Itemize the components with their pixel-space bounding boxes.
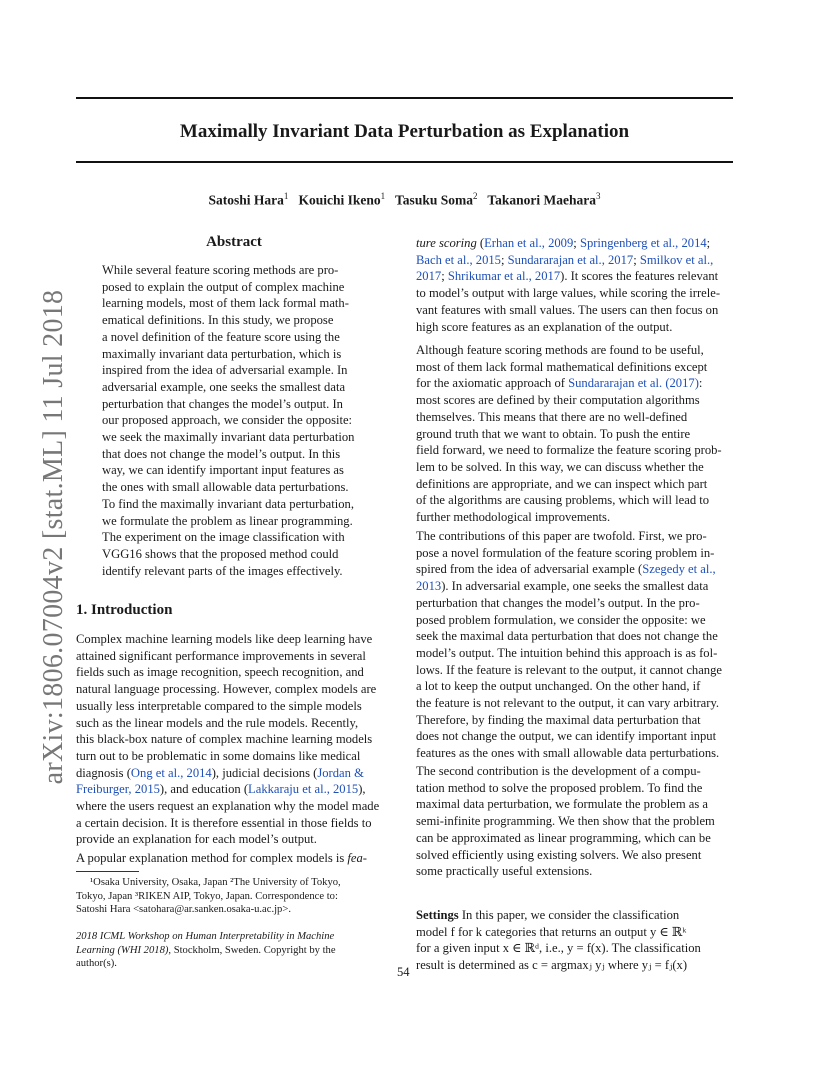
citation-link[interactable]: Erhan et al., 2009 bbox=[484, 236, 574, 250]
author-name: Satoshi Hara bbox=[208, 192, 284, 208]
text-line: the feature is not relevant to the output, it can vary arbitrary. bbox=[416, 696, 720, 711]
text-span-italic: fea- bbox=[347, 851, 368, 865]
text-line: a certain decision. It is therefore essential in those fields to bbox=[76, 815, 372, 830]
text-span: ), bbox=[358, 782, 366, 797]
citation-link[interactable]: Bach et al., 2015 bbox=[416, 252, 501, 267]
abstract-line: While several feature scoring methods are pro- bbox=[102, 263, 339, 277]
text-span: ( bbox=[476, 236, 485, 250]
citation-link[interactable]: Shrikumar et al., 2017 bbox=[447, 269, 561, 284]
text-line: features as the ones with small allowable data perturbations. bbox=[416, 746, 720, 761]
paper-title: Maximally Invariant Data Perturbation as Explanation bbox=[179, 121, 630, 142]
text-span: ; bbox=[441, 269, 448, 284]
citation-link[interactable]: Springenberg et al., 2014 bbox=[579, 236, 707, 250]
text-line: a lot to keep the output unchanged. On the other hand, if bbox=[416, 679, 701, 694]
text-line bbox=[76, 765, 393, 782]
text-line: ground truth that we want to obtain. To push the entire bbox=[416, 426, 691, 441]
author-name: Tasuku Soma bbox=[395, 192, 473, 208]
text-line: turn out to be problematic in some domains like medical bbox=[76, 748, 361, 763]
text-span: ; bbox=[633, 252, 640, 267]
abstract-line: inspired from the idea of adversarial example. In bbox=[102, 363, 348, 378]
abstract-line: posed to explain the output of complex machine bbox=[102, 279, 345, 294]
text-line: most scores are defined by their computation algorithms bbox=[416, 393, 700, 408]
text-line: usually less interpretable compared to the simple models bbox=[76, 698, 362, 713]
intro-paragraph-2 bbox=[76, 850, 393, 867]
abstract-line: ematical definitions. In this study, we propose bbox=[102, 313, 334, 328]
affiliation-footnote bbox=[76, 876, 393, 917]
footnote-line: Tokyo, Japan ³RIKEN AIP, Tokyo, Japan. Correspondence to: bbox=[76, 890, 338, 902]
text-span: ). It scores the features relevant bbox=[560, 269, 719, 284]
text-line: model f for k categories that returns an output y ∈ ℝᵏ bbox=[416, 924, 687, 939]
abstract-line: The experiment on the image classification with bbox=[102, 530, 345, 545]
citation-link[interactable]: Sundararajan et al., 2017 bbox=[507, 252, 634, 267]
text-line: The contributions of this paper are twofold. First, we pro- bbox=[416, 529, 707, 543]
text-span-italic: Learning (WHI 2018) bbox=[76, 944, 169, 956]
right-paragraph-3 bbox=[416, 528, 734, 762]
text-line: fields such as image recognition, speech recognition, and bbox=[76, 665, 364, 680]
abstract-heading: Abstract bbox=[206, 234, 262, 250]
citation-link[interactable]: 2013 bbox=[416, 579, 442, 594]
abstract-line: maximally invariant data perturbation, which is bbox=[102, 346, 342, 361]
text-line: posed problem formulation, we consider the opposite: we bbox=[416, 612, 706, 627]
text-span: ; bbox=[573, 236, 580, 250]
citation-link[interactable]: Jordan & bbox=[317, 765, 364, 780]
page-number: 54 bbox=[397, 965, 410, 979]
intro-paragraph-1 bbox=[76, 631, 393, 848]
abstract-line: a novel definition of the feature score using the bbox=[102, 329, 340, 344]
text-line: perturbation that changes the model’s output. In the pro- bbox=[416, 595, 700, 610]
settings-heading: Settings bbox=[416, 908, 459, 922]
abstract-line: our proposed approach, we consider the opposite: bbox=[102, 413, 353, 428]
text-line bbox=[416, 561, 734, 578]
text-line bbox=[416, 578, 734, 595]
author-list bbox=[76, 191, 733, 209]
text-line: natural language processing. However, complex models are bbox=[76, 682, 377, 697]
text-line: of the algorithms are causing problems, which will lead to bbox=[416, 493, 710, 508]
text-line: attained significant performance improvements in several bbox=[76, 648, 366, 663]
text-line: Therefore, by finding the maximal data perturbation that bbox=[416, 712, 701, 727]
right-paragraph-4 bbox=[416, 763, 734, 880]
text-span: A popular explanation method for complex models is bbox=[76, 851, 348, 865]
abstract-line: identify relevant parts of the images effectively. bbox=[102, 563, 343, 578]
text-line: to model’s output with large values, while scoring the irrele- bbox=[416, 286, 721, 301]
footnote-line: author(s). bbox=[76, 958, 117, 969]
text-line: vant features with small values. The users can then focus on bbox=[416, 302, 719, 317]
text-line bbox=[416, 268, 734, 285]
footnote-line: 2018 ICML Workshop on Human Interpretability in Machine bbox=[76, 931, 335, 942]
text-span: , Stockholm, Sweden. Copyright by the bbox=[168, 944, 336, 956]
text-line: where the users request an explanation why the model made bbox=[76, 799, 380, 814]
text-line bbox=[416, 235, 734, 252]
abstract-line: learning models, most of them lack formal math- bbox=[102, 296, 349, 311]
text-line bbox=[416, 907, 734, 924]
citation-link[interactable]: Freiburger, 2015 bbox=[76, 782, 160, 797]
abstract-line: way, we can identify important input features as bbox=[102, 463, 344, 478]
abstract-body bbox=[102, 262, 366, 579]
text-line: further methodological improvements. bbox=[416, 510, 611, 525]
citation-link[interactable]: 2017 bbox=[416, 269, 442, 284]
text-line: some practically useful extensions. bbox=[416, 864, 593, 879]
text-line: semi-infinite programming. We then show that the problem bbox=[416, 814, 715, 829]
text-line: seek the maximal data perturbation that does not change the bbox=[416, 629, 718, 644]
author-affiliation: 1 bbox=[283, 191, 289, 201]
citation-link[interactable]: Smilkov et al., bbox=[639, 252, 714, 267]
text-span: ), and education ( bbox=[159, 782, 249, 797]
text-line: tation method to solve the proposed problem. To find the bbox=[416, 780, 703, 795]
right-paragraph-1 bbox=[416, 235, 734, 335]
text-line: does not change the output, we can identify important input bbox=[416, 729, 717, 744]
text-line bbox=[416, 252, 734, 269]
footnote-line: ¹Osaka University, Osaka, Japan ²The University of Tokyo, bbox=[90, 877, 341, 888]
arxiv-identifier: arXiv:1806.07004v2 [stat.ML] 11 Jul 2018 bbox=[38, 289, 69, 785]
text-line bbox=[416, 375, 734, 392]
citation-link[interactable]: Sundararajan et al. (2017) bbox=[568, 376, 699, 391]
text-line: result is determined as c = argmaxⱼ yⱼ where yⱼ = fⱼ(x) bbox=[416, 958, 688, 973]
author-affiliation: 1 bbox=[380, 191, 386, 201]
text-span: ), judicial decisions ( bbox=[211, 765, 318, 780]
abstract-line: we seek the maximally invariant data perturbation bbox=[102, 430, 355, 445]
text-line: Complex machine learning models like deep learning have bbox=[76, 632, 373, 646]
citation-link[interactable]: Lakkaraju et al., 2015 bbox=[248, 782, 359, 797]
text-line: high score features as an explanation of the output. bbox=[416, 319, 673, 334]
text-line: solved efficiently using existing solvers. We also present bbox=[416, 847, 702, 862]
abstract-line: adversarial example, one seeks the smallest data bbox=[102, 379, 346, 394]
text-span: In this paper, we consider the classification bbox=[458, 908, 680, 922]
title-bottom-rule bbox=[76, 161, 733, 163]
section-heading-introduction: 1. Introduction bbox=[76, 602, 173, 618]
text-line: field forward, we need to formalize the feature scoring prob- bbox=[416, 443, 722, 458]
text-line: maximal data perturbation, we formulate the problem as a bbox=[416, 797, 708, 812]
text-line: lem to be solved. In this way, we can discuss whether the bbox=[416, 459, 704, 474]
author-name: Kouichi Ikeno bbox=[298, 192, 381, 208]
author-name: Takanori Maehara bbox=[487, 192, 596, 208]
settings-paragraph bbox=[416, 907, 734, 974]
abstract-line: perturbation that changes the model’s output. In bbox=[102, 396, 343, 411]
text-line: definitions are appropriate, and we can inspect which part bbox=[416, 476, 708, 491]
text-line: lows. If the feature is relevant to the output, it cannot change bbox=[416, 662, 722, 677]
author-affiliation: 3 bbox=[596, 191, 601, 201]
text-line: Although feature scoring methods are found to be useful, bbox=[416, 343, 704, 357]
text-line: provide an explanation for each model’s output. bbox=[76, 832, 317, 847]
text-span: ; bbox=[500, 252, 508, 267]
footnote-line bbox=[76, 944, 393, 958]
footnote-rule bbox=[76, 871, 139, 872]
citation-link[interactable]: Szegedy et al., bbox=[642, 562, 716, 577]
right-paragraph-2 bbox=[416, 342, 734, 526]
author-affiliation: 2 bbox=[472, 191, 478, 201]
text-line: model’s output. The intuition behind this approach is as fol- bbox=[416, 645, 718, 660]
text-span: diagnosis ( bbox=[76, 765, 131, 780]
abstract-line: VGG16 shows that the proposed method could bbox=[102, 546, 339, 561]
abstract-line: that does not change the model’s output. In this bbox=[102, 446, 341, 461]
text-span: ). In adversarial example, one seeks the smallest data bbox=[441, 579, 709, 594]
abstract-line: To find the maximally invariant data perturbation, bbox=[102, 496, 354, 511]
footnote-line: Satoshi Hara <satohara@ar.sanken.osaka-u.ac.jp>. bbox=[76, 904, 291, 915]
text-line: The second contribution is the development of a compu- bbox=[416, 764, 701, 778]
text-span: spired from the idea of adversarial example ( bbox=[416, 562, 643, 577]
title-top-rule bbox=[76, 97, 733, 99]
text-span: ; bbox=[706, 236, 711, 250]
text-span: : bbox=[698, 376, 703, 391]
text-line: can be approximated as linear programming, which can be bbox=[416, 830, 711, 845]
text-line bbox=[76, 781, 393, 798]
text-span-italic: ture scoring bbox=[416, 236, 477, 250]
workshop-note bbox=[76, 930, 393, 971]
text-line: this black-box nature of complex machine learning models bbox=[76, 732, 373, 747]
text-line: pose a novel formulation of the feature scoring problem in- bbox=[416, 545, 715, 560]
abstract-line: we formulate the problem as linear programming. bbox=[102, 513, 353, 528]
text-line: such as the linear models and the rule models. Recently, bbox=[76, 715, 359, 730]
text-line: themselves. This means that there are no well-defined bbox=[416, 409, 688, 424]
text-span: for the axiomatic approach of bbox=[416, 376, 569, 391]
text-line: most of them lack formal mathematical definitions except bbox=[416, 359, 708, 374]
abstract-line: the ones with small allowable data perturbations. bbox=[102, 480, 349, 495]
citation-link[interactable]: Ong et al., 2014 bbox=[130, 765, 212, 780]
text-line: for a given input x ∈ ℝᵈ, i.e., y = f(x). The classification bbox=[416, 941, 701, 956]
